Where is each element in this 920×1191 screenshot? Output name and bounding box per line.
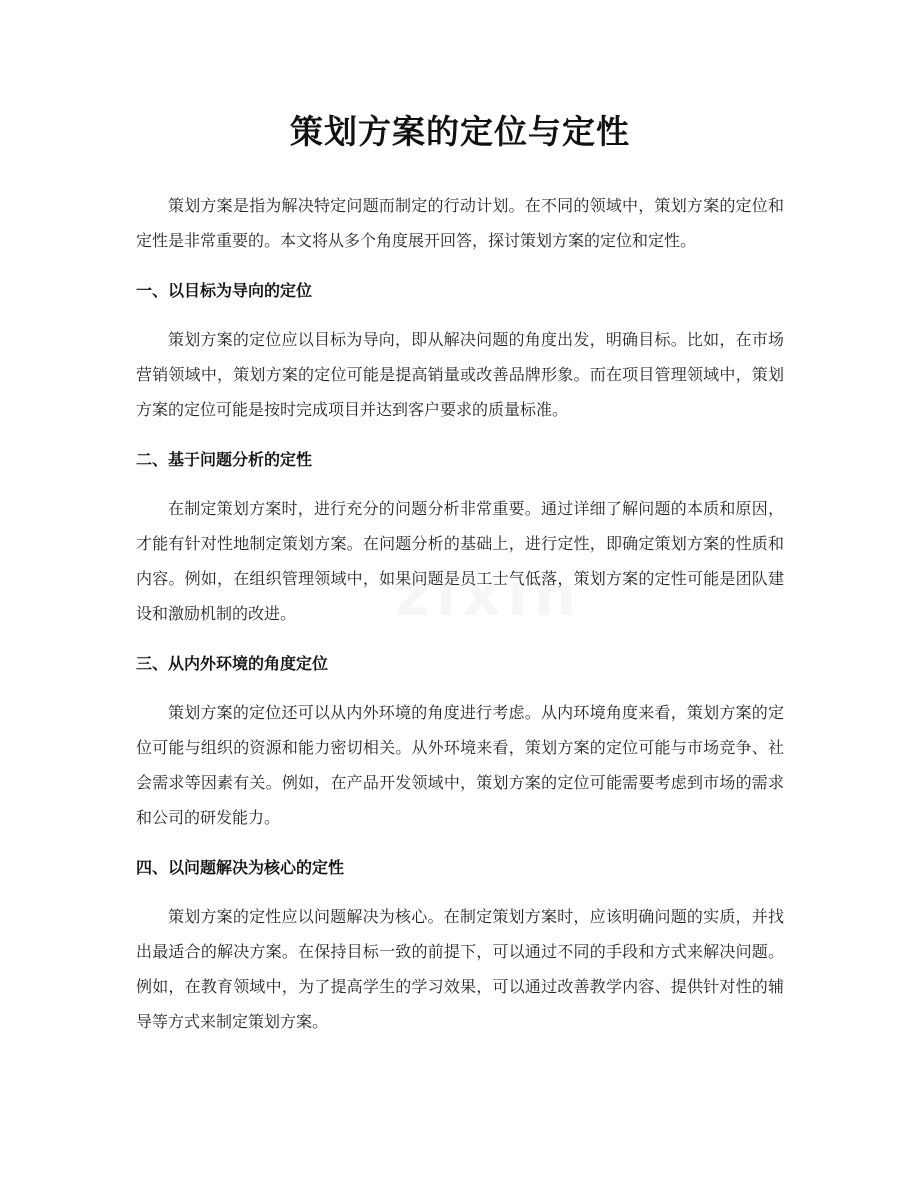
section-paragraph: 在制定策划方案时，进行充分的问题分析非常重要。通过详细了解问题的本质和原因，才能有针对性地制定策划方案。在问题分析的基础上，进行定性，即确定策划方案的性质和内容。例如，在组织管理领域中，如果问题是员工士气低落，策划方案的定性可能是团队建设和激励机制的改进。 xyxy=(136,499,784,623)
section-3 xyxy=(136,646,784,835)
section-2 xyxy=(136,442,784,631)
section-4 xyxy=(136,850,784,1039)
section-heading: 一、以目标为导向的定位 xyxy=(136,281,313,300)
section-paragraph: 策划方案的定性应以问题解决为核心。在制定策划方案时，应该明确问题的实质，并找出最适合的解决方案。在保持目标一致的前提下，可以通过不同的手段和方式来解决问题。例如，在教育领域中，为了提高学生的学习效果，可以通过改善教学内容、提供针对性的辅导等方式来制定策划方案。 xyxy=(136,907,784,1031)
section-paragraph: 策划方案的定位应以目标为导向，即从解决问题的角度出发，明确目标。比如，在市场营销领域中，策划方案的定位可能是提高销量或改善品牌形象。而在项目管理领域中，策划方案的定位可能是按时完成项目并达到客户要求的质量标准。 xyxy=(136,330,784,419)
page-title: 策划方案的定位与定性 xyxy=(290,112,630,151)
intro-paragraph: 策划方案是指为解决特定问题而制定的行动计划。在不同的领域中，策划方案的定位和定性是非常重要的。本文将从多个角度展开回答，探讨策划方案的定位和定性。 xyxy=(136,196,784,250)
section-1 xyxy=(136,273,784,427)
section-heading: 二、基于问题分析的定性 xyxy=(136,450,313,469)
section-heading: 四、以问题解决为核心的定性 xyxy=(136,858,345,877)
section-heading: 三、从内外环境的角度定位 xyxy=(136,654,329,673)
section-paragraph: 策划方案的定位还可以从内外环境的角度进行考虑。从内环境角度来看，策划方案的定位可能与组织的资源和能力密切相关。从外环境来看，策划方案的定位可能与市场竞争、社会需求等因素有关。例如，在产品开发领域中，策划方案的定位可能需要考虑到市场的需求和公司的研发能力。 xyxy=(136,703,784,827)
